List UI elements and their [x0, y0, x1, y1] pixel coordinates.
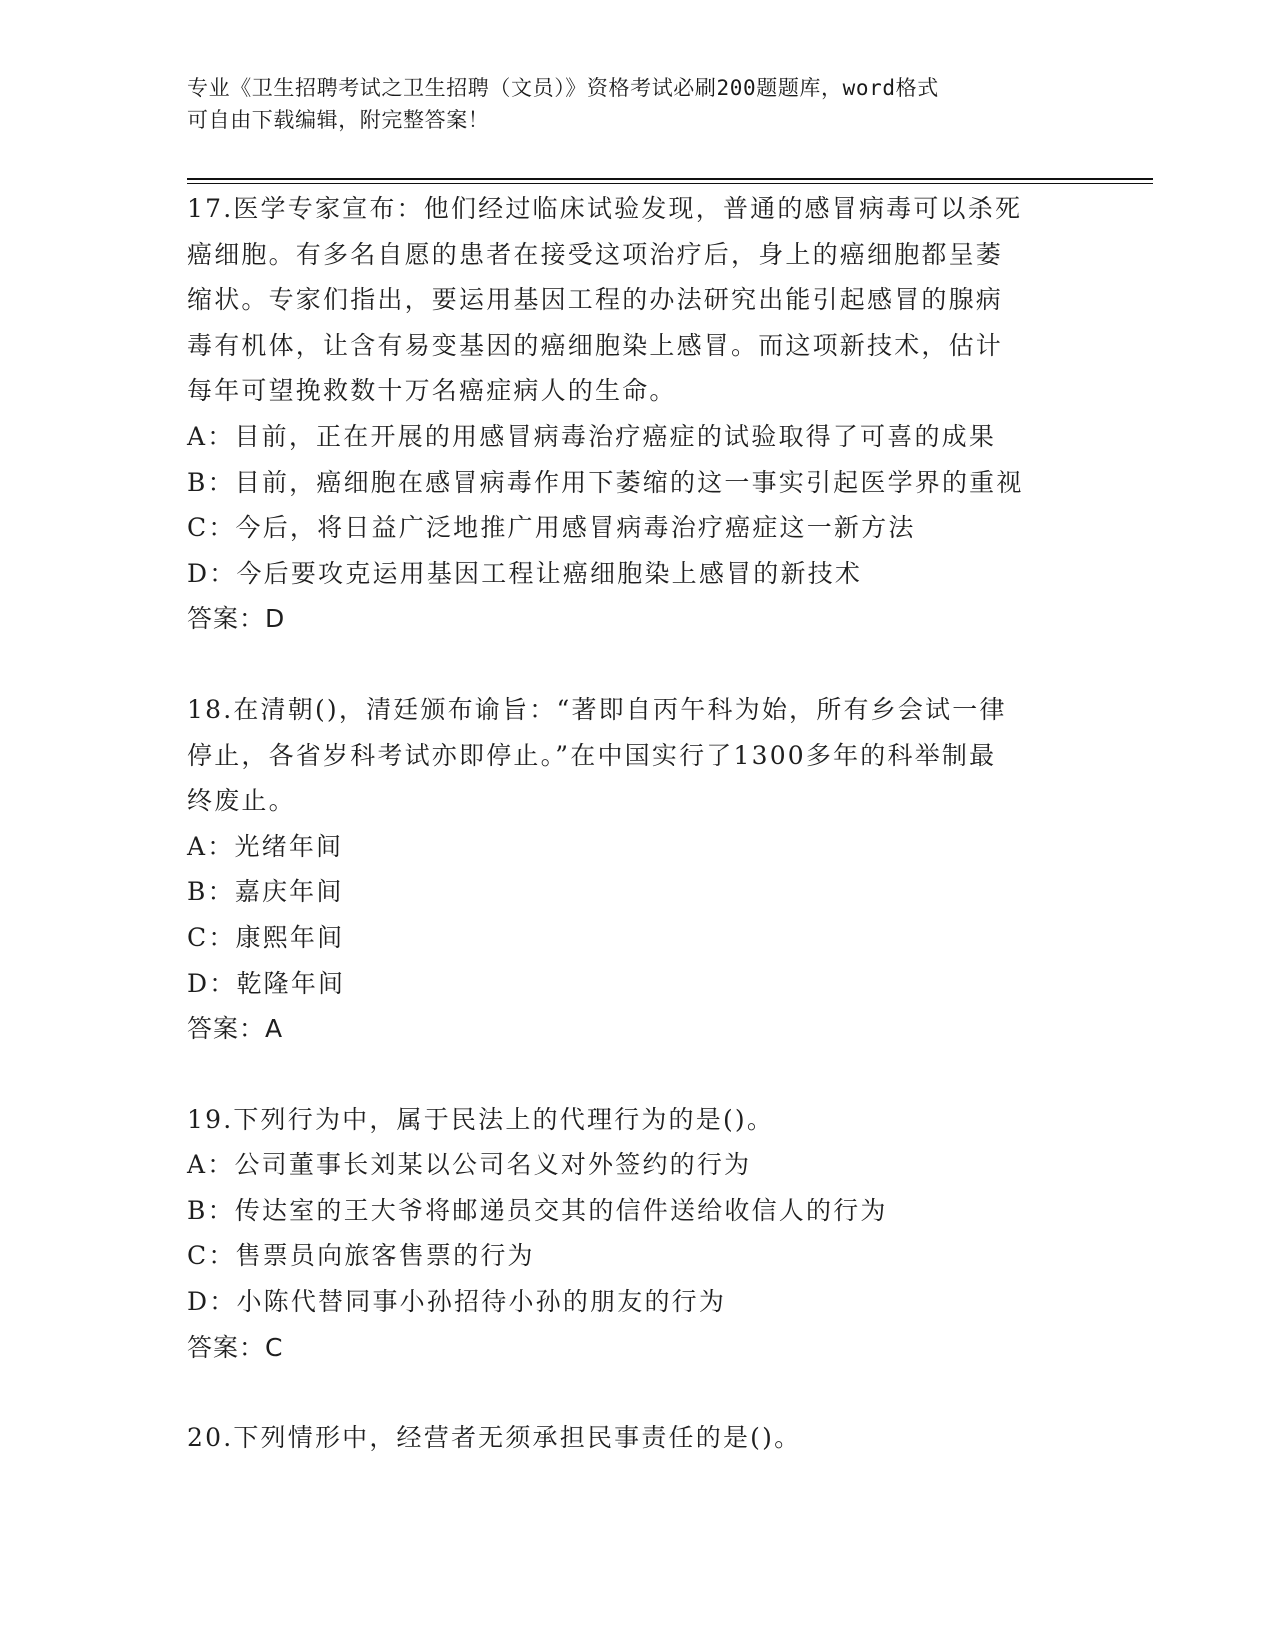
- question-20: [187, 1415, 1087, 1461]
- answer-line: 答案：C: [187, 1332, 284, 1362]
- question-stem-line: 19.下列行为中，属于民法上的代理行为的是()。: [187, 1104, 775, 1134]
- question-stem-line: 毒有机体，让含有易变基因的癌细胞染上感冒。而这项新技术，估计: [187, 330, 1004, 360]
- option-a: A：目前，正在开展的用感冒病毒治疗癌症的试验取得了可喜的成果: [187, 421, 997, 451]
- header-rule-thin: [187, 183, 1153, 184]
- option-d: D：今后要攻克运用基因工程让癌细胞染上感冒的新技术: [187, 558, 863, 588]
- question-stem-line: 20.下列情形中，经营者无须承担民事责任的是()。: [187, 1423, 802, 1453]
- question-list: [187, 186, 1087, 1461]
- header-line-1: 专业《卫生招聘考试之卫生招聘（文员）》资格考试必刷200题题库，word格式: [187, 76, 939, 100]
- question-19: [187, 1097, 1087, 1371]
- option-d: D：乾隆年间: [187, 968, 346, 998]
- question-stem-line: 每年可望挽救数十万名癌症病人的生命。: [187, 376, 677, 406]
- question-stem-line: 癌细胞。有多名自愿的患者在接受这项治疗后，身上的癌细胞都呈萎: [187, 239, 1004, 269]
- document-header: [187, 72, 1067, 136]
- question-stem-line: 17.医学专家宣布：他们经过临床试验发现，普通的感冒病毒可以杀死: [187, 194, 1023, 223]
- question-stem-line: 停止，各省岁科考试亦即停止。”在中国实行了1300多年的科举制最: [187, 740, 997, 770]
- header-rule-thick: [187, 178, 1153, 180]
- answer-line: 答案：D: [187, 604, 286, 634]
- option-c: C：康熙年间: [187, 922, 345, 952]
- option-a: A：光绪年间: [187, 831, 344, 861]
- question-18: [187, 687, 1087, 1052]
- question-17: [187, 186, 1087, 642]
- option-c: C：今后，将日益广泛地推广用感冒病毒治疗癌症这一新方法: [187, 513, 916, 543]
- option-b: B：目前，癌细胞在感冒病毒作用下萎缩的这一事实引起医学界的重视: [187, 467, 1024, 497]
- option-b: B：传达室的王大爷将邮递员交其的信件送给收信人的行为: [187, 1195, 888, 1225]
- option-c: C：售票员向旅客售票的行为: [187, 1241, 535, 1271]
- question-stem-line: 缩状。专家们指出，要运用基因工程的办法研究出能引起感冒的腺病: [187, 285, 1004, 315]
- question-stem-line: 18.在清朝()，清廷颁布谕旨：“著即自丙午科为始，所有乡会试一律: [187, 694, 1007, 724]
- question-stem-line: 终废止。: [187, 786, 296, 816]
- answer-line: 答案：A: [187, 1014, 284, 1044]
- option-b: B：嘉庆年间: [187, 877, 344, 907]
- option-a: A：公司董事长刘某以公司名义对外签约的行为: [187, 1150, 752, 1180]
- option-d: D：小陈代替同事小孙招待小孙的朋友的行为: [187, 1287, 727, 1317]
- header-line-2: 可自由下载编辑，附完整答案！: [187, 108, 490, 132]
